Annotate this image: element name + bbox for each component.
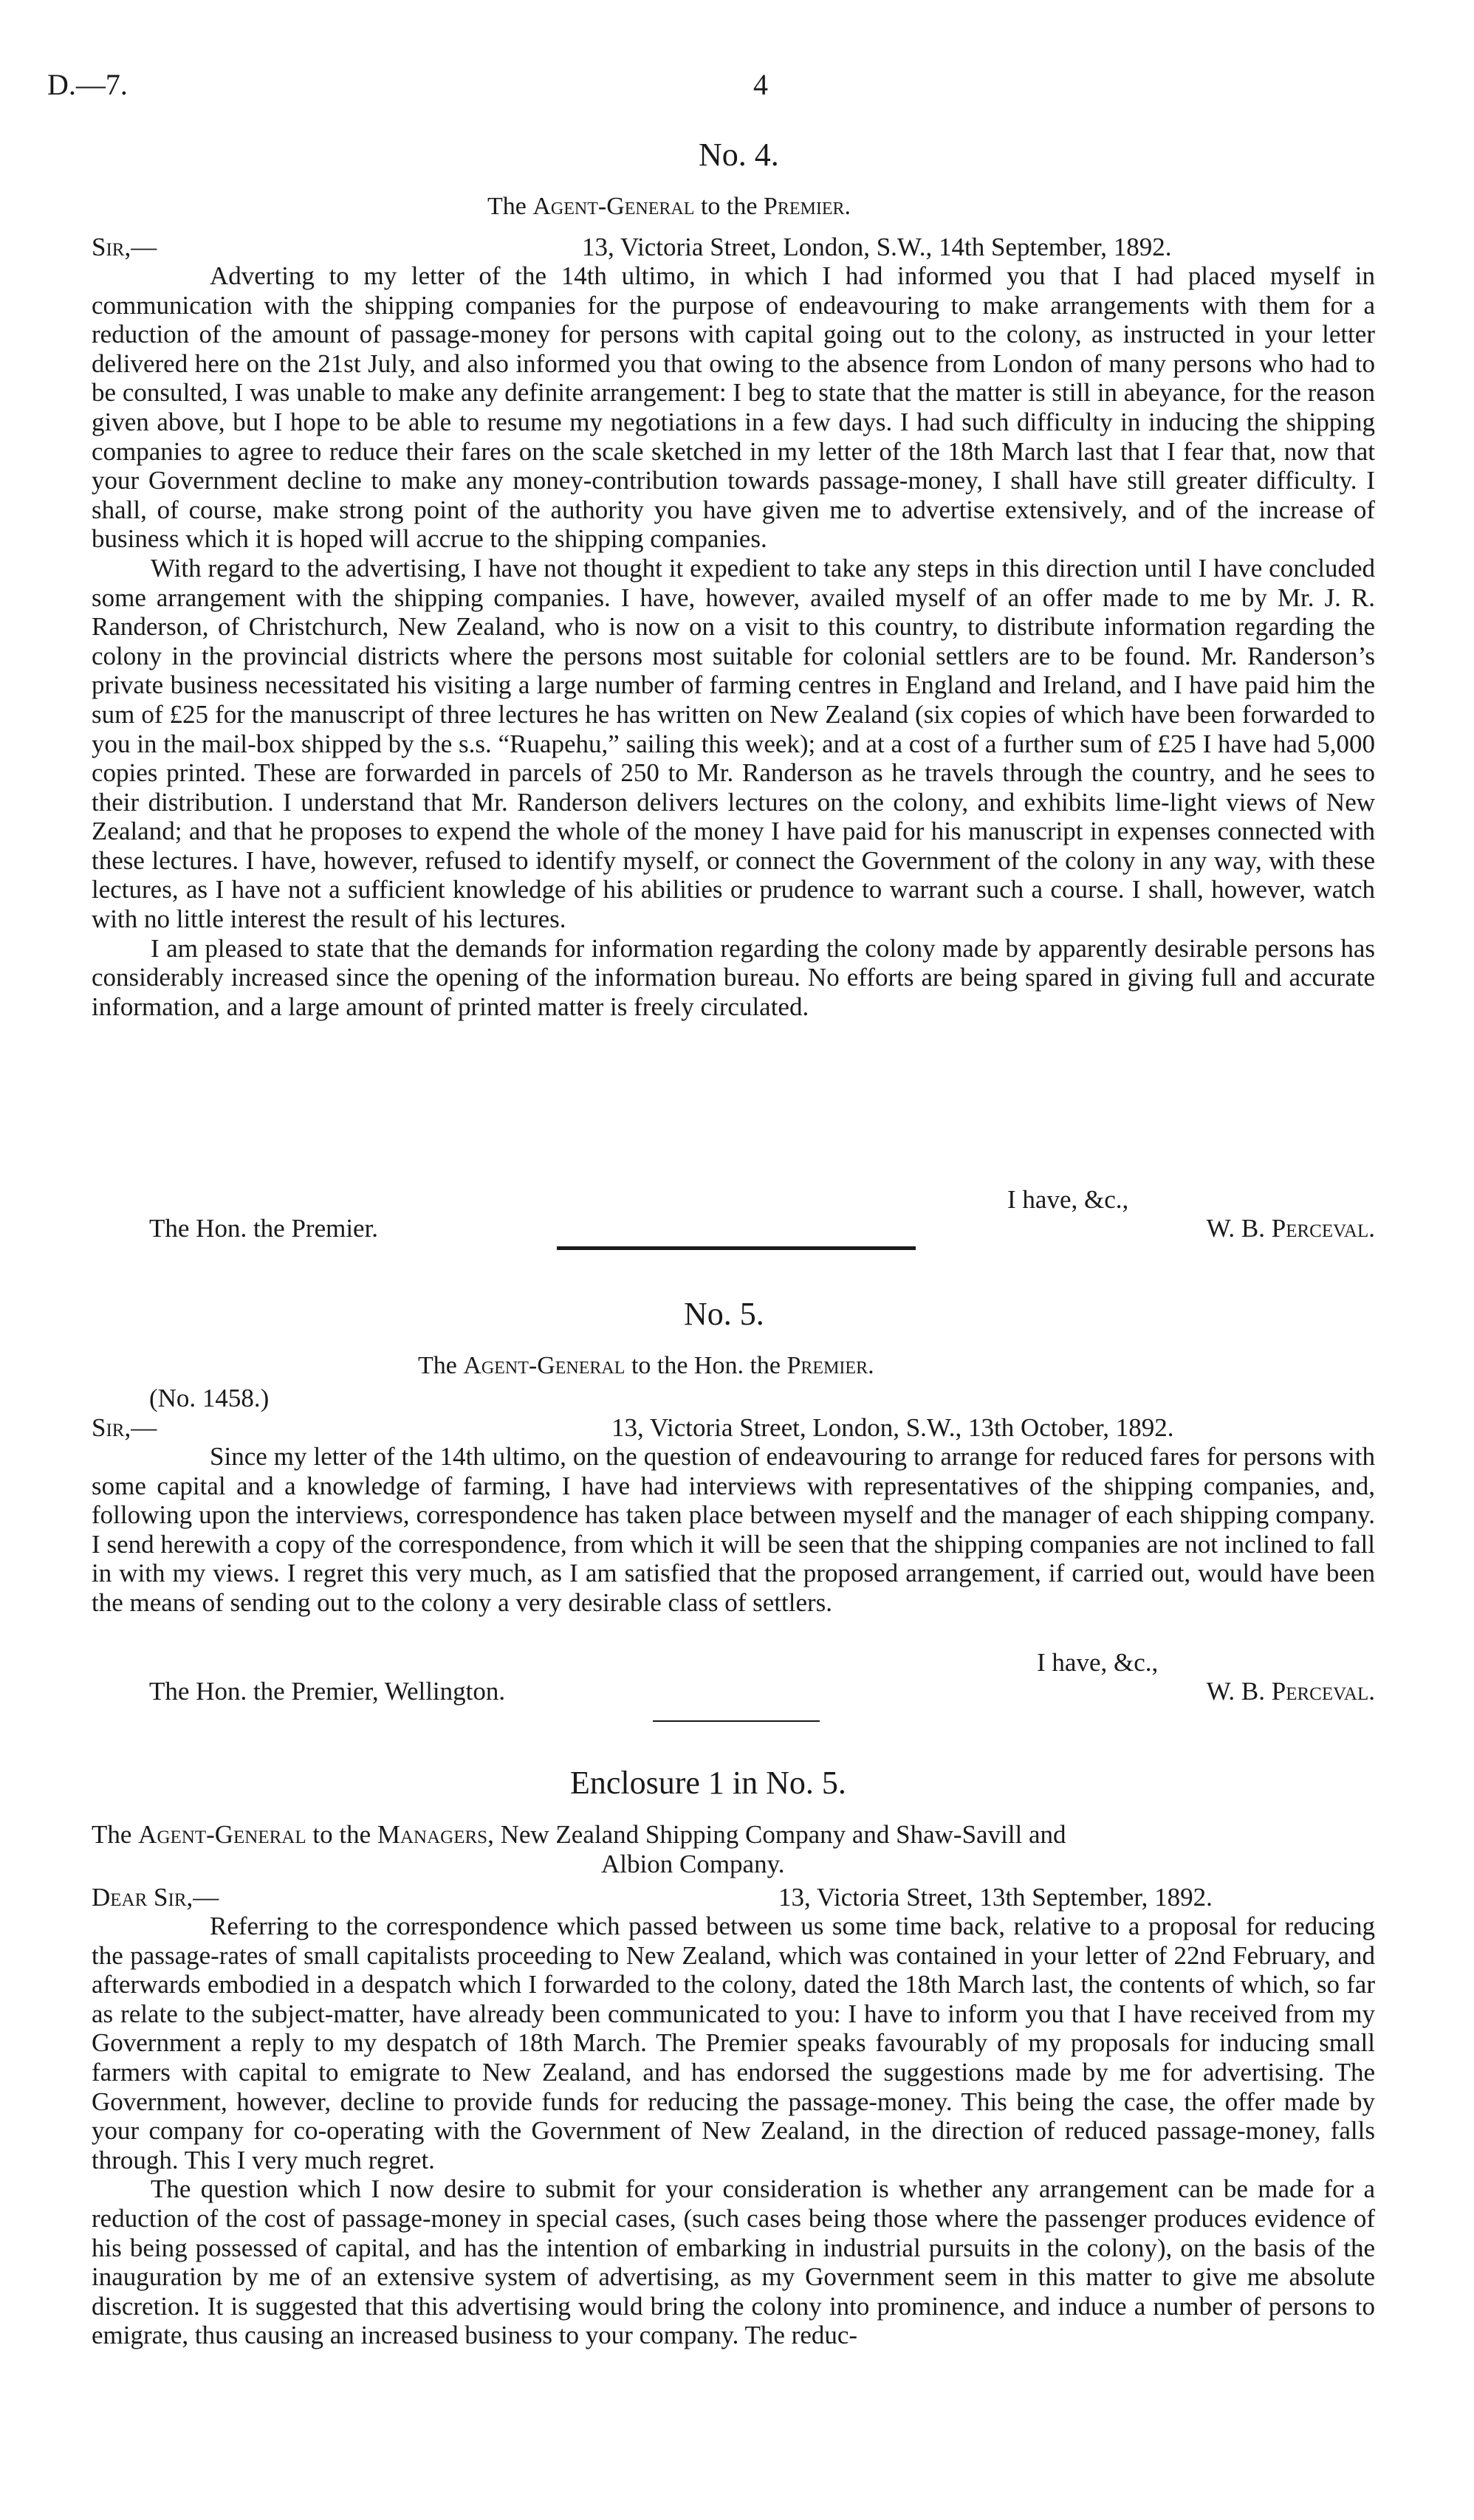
subtitle-text: The (418, 1352, 464, 1379)
subtitle-text: The (487, 193, 533, 220)
letter-4-salutation: Sir,— (92, 233, 157, 261)
letter-5-body (92, 1442, 1375, 1618)
paragraph: Referring to the correspondence which passed between us some time back, relative to a proposal for reducing the passage-rates of small capitalists proceeding to New Zealand, which was contained in your letter of 22nd February, and afterwards embodied in a despatch which I forwarded to the colony, dated the 18th March last, the contents of which, so far as relate to the subject-matter, have already been communicated to you: I have to inform you that I have received from my Government a reply to my despatch of 18th March. The Premier speaks favourably of my proposals for inducing small farmers with capital to emigrate to New Zealand, and has endorsed the suggestions made by me for advertising. The Government, however, decline to provide funds for reducing the passage-money. This being the case, the offer made by your company for co-operating with the Government of New Zealand, in the direction of reduced passage-money, falls through. This I very much regret. (92, 1912, 1375, 2174)
document-code: D.—7. (47, 68, 128, 101)
enclosure-subtitle (92, 1820, 1066, 1850)
page-number: 4 (753, 68, 768, 101)
enclosure-salutation: Dear Sir,— (92, 1883, 219, 1912)
subtitle-recipient: Premier. (786, 1352, 874, 1379)
paragraph: With regard to the advertising, I have not thought it expedient to take any steps in this direction until I have concluded some arrangement with the shipping companies. I have, however, availed myself of an offer made to me by Mr. J. R. Randerson, of Christchurch, New Zealand, who is now on a visit to this country, to distribute information regarding the colony in the provincial districts where the persons most suitable for colonial settlers are to be found. Mr. Randerson’s private business necessitated his visiting a large number of farming centres in England and Ireland, and I have paid him the sum of £25 for the manuscript of three lectures he has written on New Zealand (six copies of which have been forwarded to you in the mail-box shipped by the s.s. “Ruapehu,” sailing this week); and at a cost of a further sum of £25 I have had 5,000 copies printed. These are forwarded in parcels of 250 to Mr. Randerson as he travels through the country, and he sees to their distribution. I understand that Mr. Randerson delivers lectures on the colony, and exhibits lime-light views of New Zealand; and that he proposes to expend the whole of the money I have paid for his manuscript in expenses connected with these lectures. I have, however, refused to identify myself, or connect the Government of the colony in any way, with these lectures, as I have not a sufficient knowledge of his abilities or prudence to warrant such a course. I shall, however, watch with no little interest the result of his lectures. (92, 553, 1375, 934)
letter-4-addressee: The Hon. the Premier. (149, 1214, 379, 1243)
subtitle-text: The (92, 1820, 139, 1849)
paragraph: I am pleased to state that the demands for information regarding the colony made by apparently desirable persons has considerably increased since the opening of the information bureau. No efforts are being spared in giving full and accurate information, and a large amount of printed matter is freely circulated. (92, 933, 1375, 1021)
letter-4-address: 13, Victoria Street, London, S.W., 14th September, 1892. (582, 233, 1172, 261)
paragraph: Since my letter of the 14th ultimo, on the question of endeavouring to arrange for reduced fares for persons with some capital and a knowledge of farming, I have had interviews with representatives of the shipping companies, and, following upon the interviews, correspondence has taken place between myself and the manager of each shipping company. I send herewith a copy of the correspondence, from which it will be seen that the shipping companies are not inclined to fall in with my views. I regret this very much, as I am satisfied that the proposed arrangement, if carried out, would have been the means of sending out to the colony a very desirable class of settlers. (92, 1442, 1375, 1617)
subtitle-sender: Agent-General (138, 1820, 306, 1849)
letter-5-addressee: The Hon. the Premier, Wellington. (149, 1677, 506, 1706)
subtitle-text: , New Zealand Shipping Company and Shaw-Savill and (487, 1820, 1066, 1849)
enclosure-subtitle-line2: Albion Company. (601, 1850, 785, 1878)
letter-5-signature: W. B. Perceval. (1206, 1677, 1375, 1706)
letter-5-salutation: Sir,— (92, 1413, 157, 1442)
letter-4-title: No. 4. (699, 137, 779, 173)
letter-5-subtitle (418, 1351, 874, 1381)
letter-4-subtitle (487, 192, 851, 222)
subtitle-recipient: Managers (377, 1820, 488, 1849)
letter-5-closing: I have, &c., (1037, 1648, 1159, 1677)
enclosure-title: Enclosure 1 in No. 5. (570, 1765, 846, 1801)
section-divider (557, 1246, 916, 1250)
enclosure-body (92, 1912, 1375, 2350)
paragraph: Adverting to my letter of the 14th ultimo, in which I had informed you that I had placed myself in communication with the shipping companies for the purpose of endeavouring to make arrangements with them for a reduction of the amount of passage-money for persons with capital going out to the colony, as instructed in your letter delivered here on the 21st July, and also informed you that owing to the absence from London of many persons who had to be consulted, I was unable to make any definite arrangement: I beg to state that the matter is still in abeyance, for the reason given above, but I hope to be able to resume my negotiations in a few days. I had such difficulty in inducing the shipping companies to agree to reduce their fares on the scale sketched in my letter of the 18th March last that I fear that, now that your Government decline to make any money-contribution towards passage-money, I shall have still greater difficulty. I shall, of course, make strong point of the authority you have given me to advertise extensively, and of the increase of business which it is hoped will accrue to the shipping companies. (92, 261, 1375, 554)
enclosure-address: 13, Victoria Street, 13th September, 1892. (778, 1883, 1213, 1912)
subtitle-text: to the Hon. the (625, 1352, 787, 1379)
letter-5-address: 13, Victoria Street, London, S.W., 13th October, 1892. (611, 1413, 1174, 1442)
letter-5-title: No. 5. (684, 1296, 764, 1332)
subtitle-recipient: Premier. (763, 193, 851, 220)
subtitle-text: to the (694, 193, 764, 220)
subtitle-sender: Agent-General (463, 1352, 625, 1379)
letter-5-reference: (No. 1458.) (149, 1384, 270, 1412)
paragraph: The question which I now desire to submit for your consideration is whether any arrangement can be made for a reduction of the cost of passage-money in special cases, (such cases being those where the passenger produces evidence of his being possessed of capital, and has the intention of embarking in industrial pursuits in the colony), on the basis of the inauguration by me of an extensive system of advertising, as my Government seem in this matter to give me absolute discretion. It is suggested that this advertising would bring the colony into prominence, and induce a number of persons to emigrate, thus causing an increased business to your company. The reduc- (92, 2174, 1375, 2350)
subtitle-sender: Agent-General (532, 193, 695, 220)
section-divider (653, 1720, 820, 1722)
letter-4-body (92, 261, 1375, 1021)
subtitle-text: to the (306, 1820, 377, 1849)
letter-4-signature: W. B. Perceval. (1206, 1214, 1375, 1243)
letter-4-closing: I have, &c., (1007, 1185, 1129, 1214)
